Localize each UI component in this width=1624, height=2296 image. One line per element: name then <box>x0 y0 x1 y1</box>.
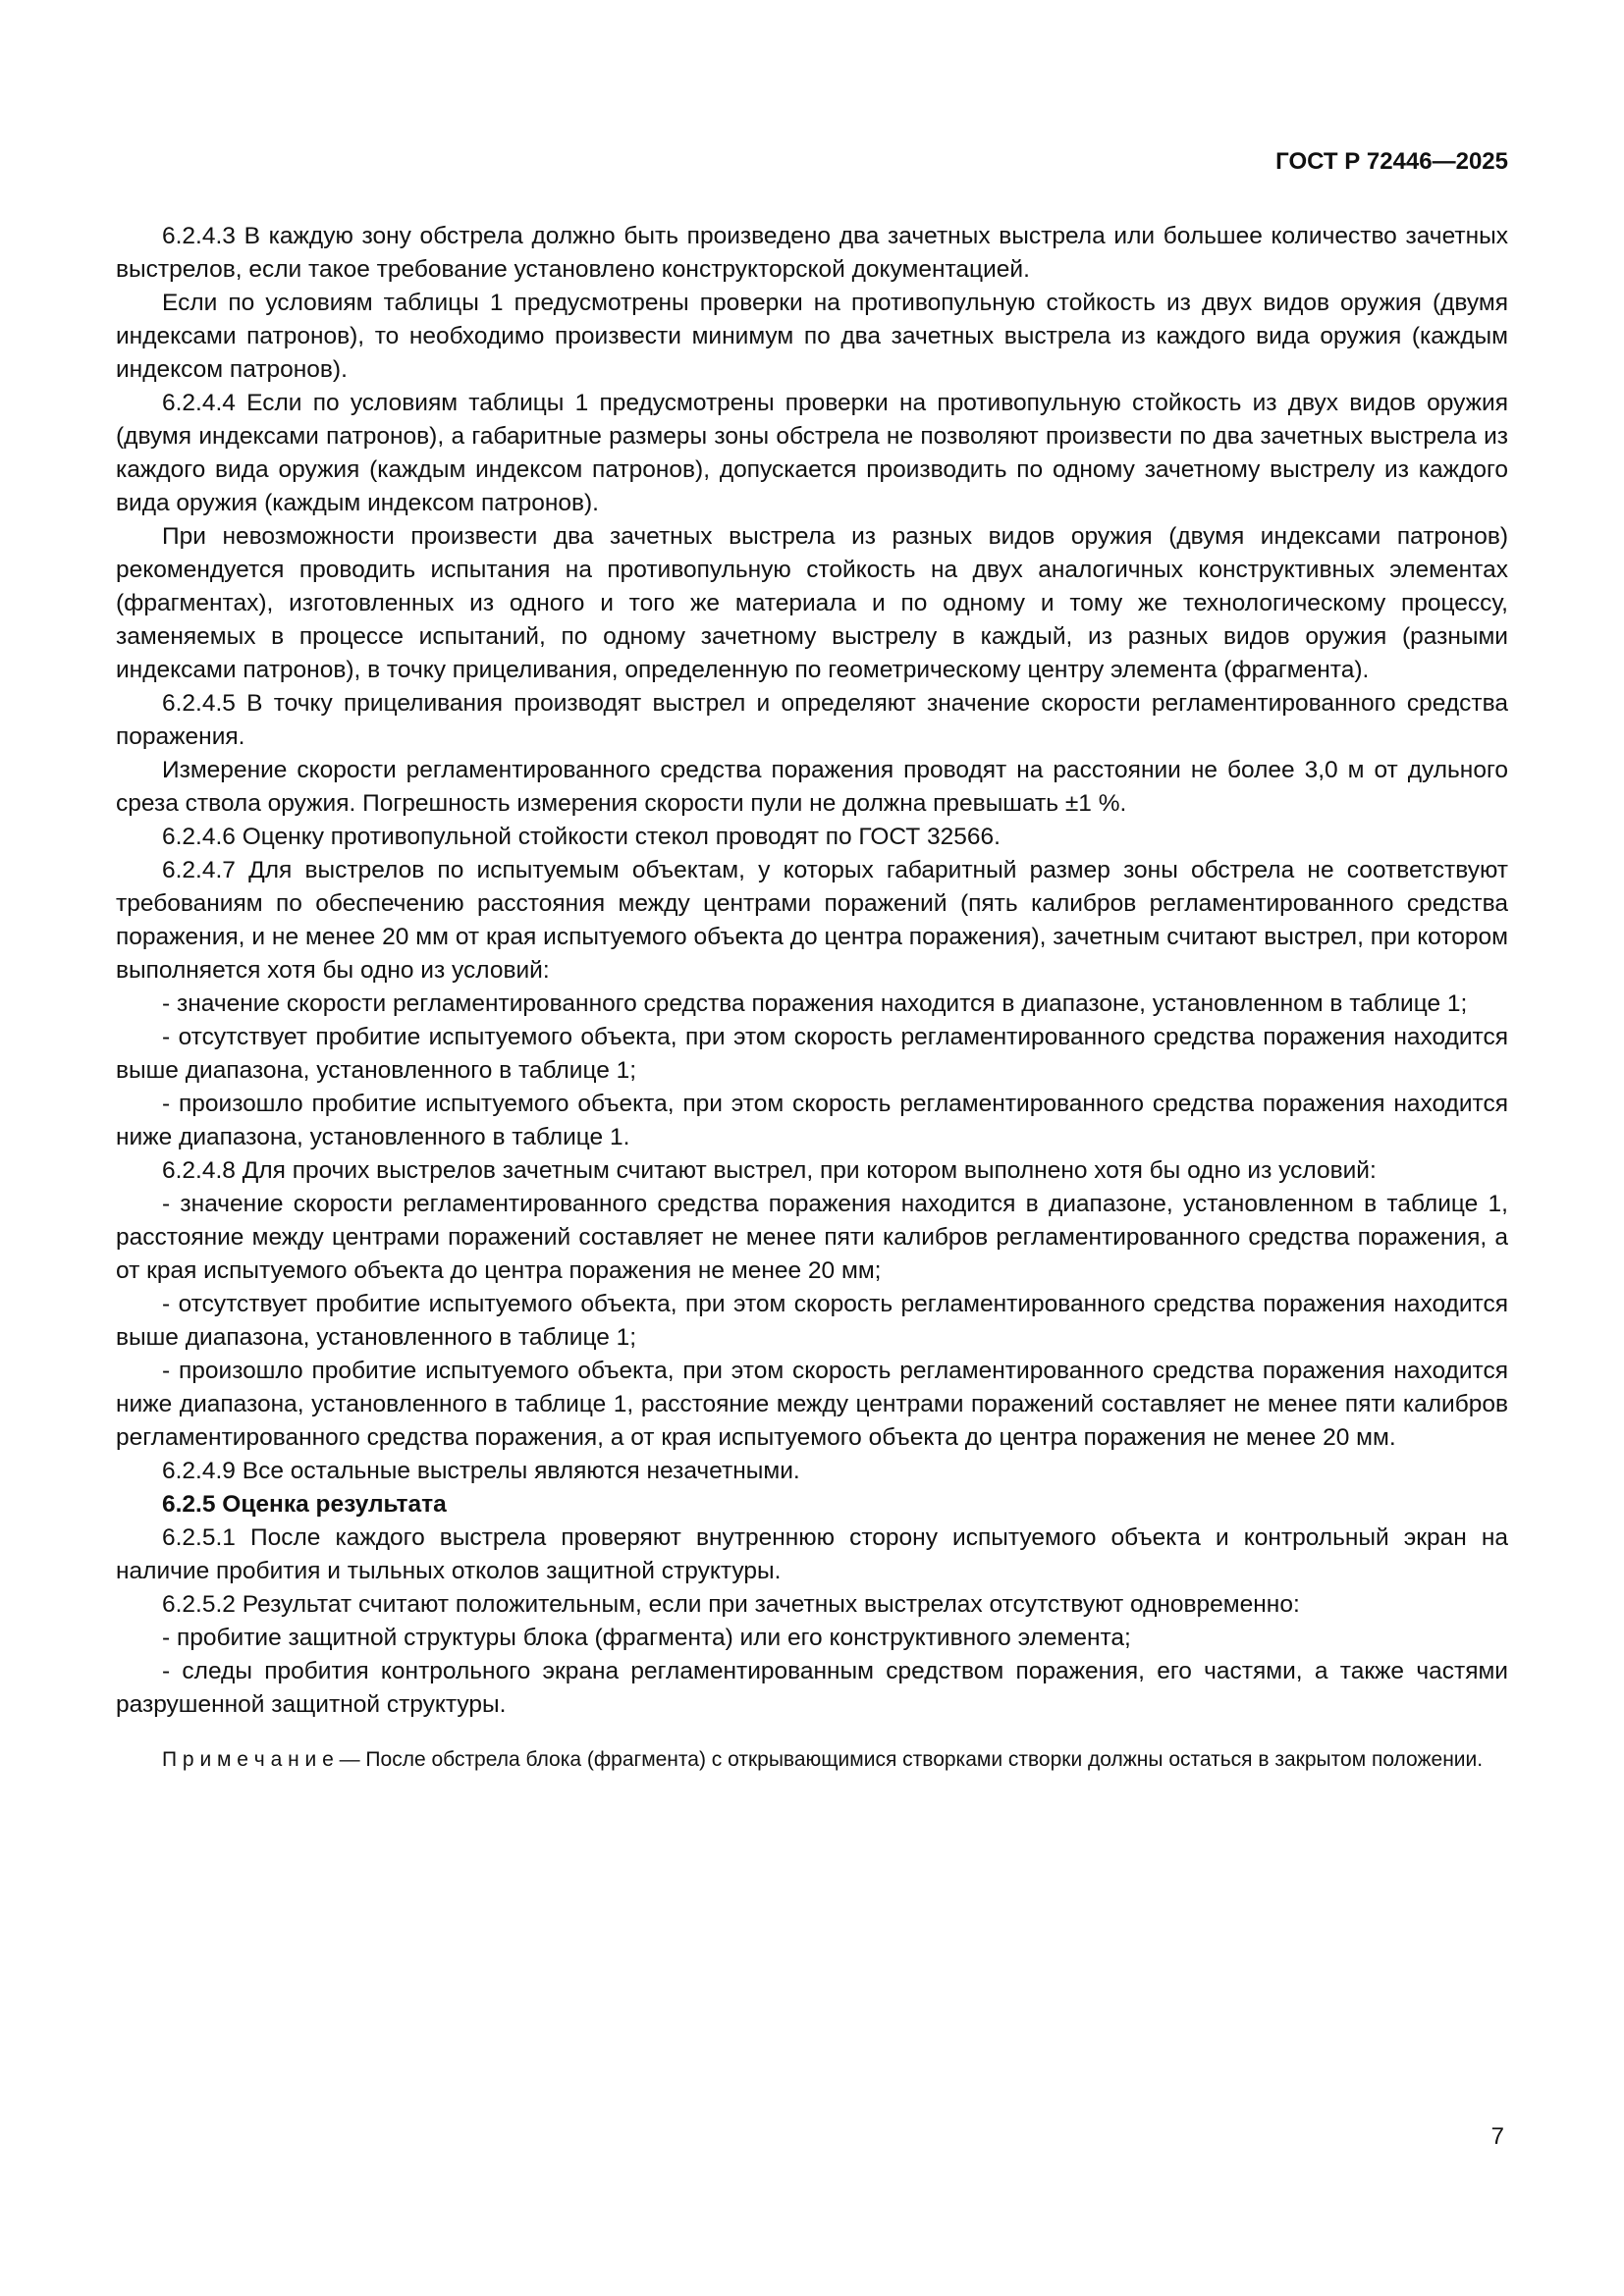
paragraph: 6.2.4.5 В точку прицеливания производят выстрел и определяют значение скорости регламентированного средства поражения. <box>116 690 1508 750</box>
paragraph: 6.2.4.8 Для прочих выстрелов зачетным считают выстрел, при котором выполнено хотя бы одно из условий: <box>162 1157 1377 1184</box>
paragraph: Если по условиям таблицы 1 предусмотрены проверки на противопульную стойкость из двух видов оружия (двумя индексами патронов), то необходимо произвести минимум по два зачетных выстрела из каждого вида оружия (каждым индексом патронов). <box>116 290 1508 383</box>
paragraph: 6.2.4.6 Оценку противопульной стойкости стекол проводят по ГОСТ 32566. <box>162 824 1001 850</box>
paragraph: 6.2.4.4 Если по условиям таблицы 1 предусмотрены проверки на противопульную стойкость из двух видов оружия (двумя индексами патронов), а габаритные размеры зоны обстрела не позволяют произвести по два зачетных выстрела из каждого вида оружия (каждым индексом патронов), допускается производить по одному зачетному выстрелу из каждого вида оружия (каждым индексом патронов). <box>116 390 1508 516</box>
section-heading: 6.2.5 Оценка результата <box>162 1491 447 1518</box>
list-item: - отсутствует пробитие испытуемого объекта, при этом скорость регламентированного средства поражения находится выше диапазона, установленного в таблице 1; <box>116 1291 1508 1351</box>
document-header-standard-number: ГОСТ Р 72446—2025 <box>1275 148 1508 175</box>
paragraph: Измерение скорости регламентированного средства поражения проводят на расстоянии не более 3,0 м от дульного среза ствола оружия. Погрешность измерения скорости пули не должна превышать ±1 %. <box>116 757 1508 817</box>
list-item: - пробитие защитной структуры блока (фрагмента) или его конструктивного элемента; <box>162 1625 1131 1651</box>
page-number: 7 <box>1490 2123 1504 2150</box>
paragraph: 6.2.5.2 Результат считают положительным, если при зачетных выстрелах отсутствуют одновременно: <box>162 1591 1300 1618</box>
note-paragraph: П р и м е ч а н и е — После обстрела блока (фрагмента) с открывающимися створками створки должны остаться в закрытом положении. <box>162 1748 1484 1771</box>
list-item: - произошло пробитие испытуемого объекта, при этом скорость регламентированного средства поражения находится ниже диапазона, установленного в таблице 1. <box>116 1091 1508 1150</box>
paragraph: 6.2.5.1 После каждого выстрела проверяют внутреннюю сторону испытуемого объекта и контрольный экран на наличие пробития и тыльных отколов защитной структуры. <box>116 1524 1508 1584</box>
list-item: - следы пробития контрольного экрана регламентированным средством поражения, его частями, а также частями разрушенной защитной структуры. <box>116 1658 1508 1718</box>
list-item: - отсутствует пробитие испытуемого объекта, при этом скорость регламентированного средства поражения находится выше диапазона, установленного в таблице 1; <box>116 1024 1508 1084</box>
paragraph: При невозможности произвести два зачетных выстрела из разных видов оружия (двумя индексами патронов) рекомендуется проводить испытания на противопульную стойкость на двух аналогичных конструктивных элементах (фрагментах), изготовленных из одного и того же материала и по одному и тому же технологическому процессу, заменяемых в процессе испытаний, по одному зачетному выстрелу в каждый, из разных видов оружия (разными индексами патронов), в точку прицеливания, определенную по геометрическому центру элемента (фрагмента). <box>116 523 1508 683</box>
paragraph: 6.2.4.3 В каждую зону обстрела должно быть произведено два зачетных выстрела или большее количество зачетных выстрелов, если такое требование установлено конструкторской документацией. <box>116 223 1508 283</box>
paragraph: 6.2.4.7 Для выстрелов по испытуемым объектам, у которых габаритный размер зоны обстрела не соответствуют требованиям по обеспечению расстояния между центрами поражений (пять калибров регламентированного средства поражения, и не менее 20 мм от края испытуемого объекта до центра поражения), зачетным считают выстрел, при котором выполняется хотя бы одно из условий: <box>116 857 1508 984</box>
paragraph: 6.2.4.9 Все остальные выстрелы являются незачетными. <box>162 1458 800 1484</box>
list-item: - произошло пробитие испытуемого объекта, при этом скорость регламентированного средства поражения находится ниже диапазона, установленного в таблице 1, расстояние между центрами поражений составляет не менее пяти калибров регламентированного средства поражения, а от края испытуемого объекта до центра поражения не менее 20 мм. <box>116 1358 1508 1451</box>
list-item: - значение скорости регламентированного средства поражения находится в диапазоне, установленном в таблице 1, расстояние между центрами поражений составляет не менее пяти калибров регламентированного средства поражения, а от края испытуемого объекта до центра поражения не менее 20 мм; <box>116 1191 1508 1284</box>
list-item: - значение скорости регламентированного средства поражения находится в диапазоне, установленном в таблице 1; <box>162 990 1468 1017</box>
